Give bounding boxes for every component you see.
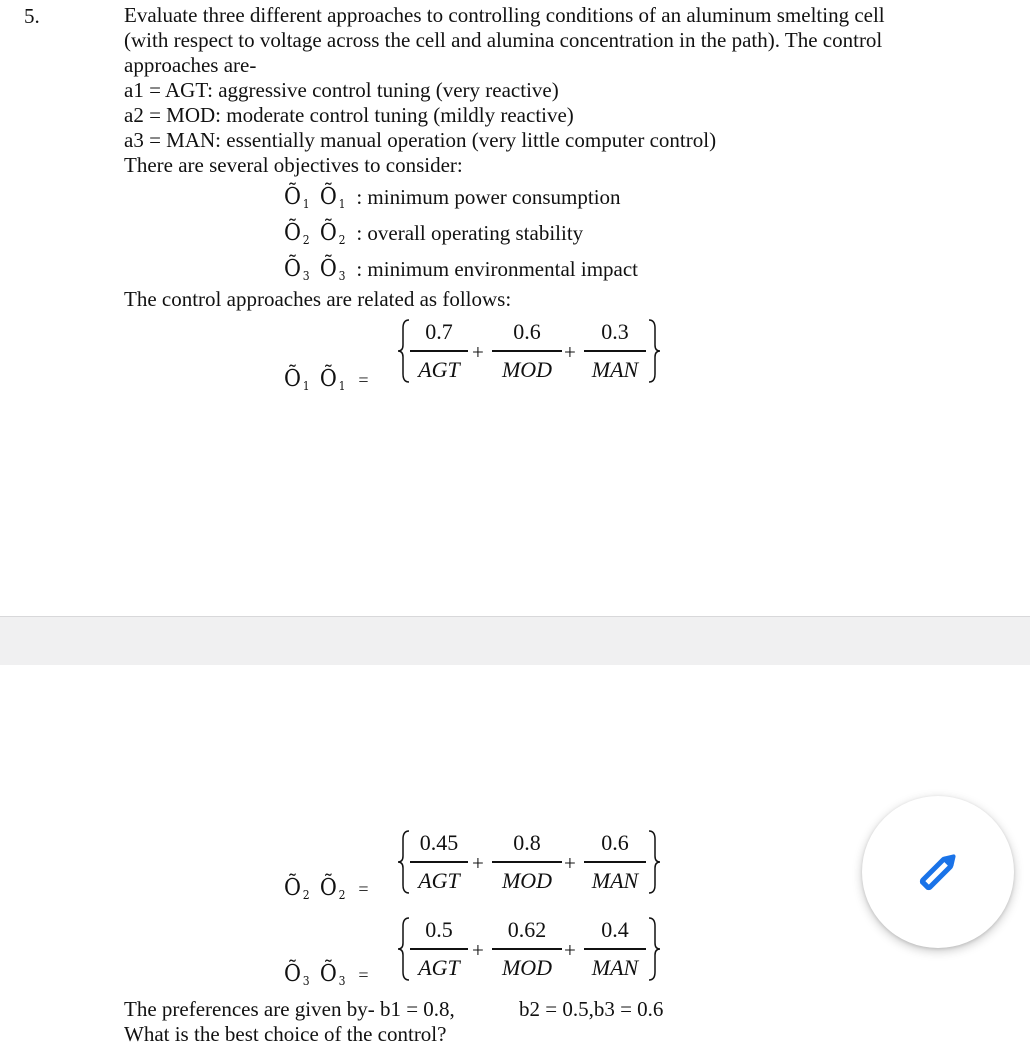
right-brace — [648, 916, 662, 982]
page-separator — [0, 616, 1030, 666]
objective-1 — [284, 184, 621, 211]
term-2-mod: 0.8 MOD — [492, 829, 562, 895]
fuzzy-set-1 — [396, 318, 666, 388]
objective-3-text: : minimum environmental impact — [356, 257, 639, 281]
objective-2-symbol: $Õ_2$ $Õ_2$ — [284, 220, 348, 247]
objective-1-symbol: $Õ_1$ $Õ_1$ — [284, 184, 348, 211]
right-brace — [648, 829, 662, 895]
edit-fab-button[interactable] — [862, 796, 1014, 948]
left-brace — [396, 318, 410, 384]
equation-2-lhs: $Õ_2$ $Õ_2$ = — [284, 875, 369, 902]
term-3-agt: 0.5 AGT — [410, 916, 468, 982]
plus-sign: + — [564, 851, 576, 875]
right-brace — [648, 318, 662, 384]
plus-sign: + — [564, 340, 576, 364]
plus-sign: + — [472, 851, 484, 875]
fuzzy-set-3 — [396, 916, 666, 986]
term-3-man: 0.4 MAN — [584, 916, 646, 982]
relation-intro: The control approaches are related as follows: — [124, 287, 512, 311]
term-2-agt: 0.45 AGT — [410, 829, 468, 895]
approach-a1: a1 = AGT: aggressive control tuning (very reactive) — [124, 78, 559, 102]
question-number: 5. — [24, 4, 40, 28]
left-brace — [396, 916, 410, 982]
intro-line-1: Evaluate three different approaches to controlling conditions of an aluminum smelting cell — [124, 3, 885, 27]
term-1-man: 0.3 MAN — [584, 318, 646, 384]
fuzzy-set-2 — [396, 829, 666, 899]
objective-3 — [284, 256, 638, 283]
pencil-icon — [910, 844, 966, 900]
preferences-left: The preferences are given by- b1 = 0.8, — [124, 997, 455, 1021]
objective-1-text: : minimum power consumption — [356, 185, 621, 209]
objective-3-symbol: $Õ_3$ $Õ_3$ — [284, 256, 348, 283]
intro-line-2: (with respect to voltage across the cell and alumina concentration in the path). The control — [124, 28, 883, 52]
final-question: What is the best choice of the control? — [124, 1022, 447, 1046]
approach-a2: a2 = MOD: moderate control tuning (mildly reactive) — [124, 103, 574, 127]
term-1-mod: 0.6 MOD — [492, 318, 562, 384]
preferences-right: b2 = 0.5,b3 = 0.6 — [519, 997, 664, 1021]
approach-a3: a3 = MAN: essentially manual operation (very little computer control) — [124, 128, 717, 152]
term-3-mod: 0.62 MOD — [492, 916, 562, 982]
plus-sign: + — [472, 938, 484, 962]
objective-2 — [284, 220, 583, 247]
term-1-agt: 0.7 AGT — [410, 318, 468, 384]
plus-sign: + — [472, 340, 484, 364]
intro-line-3: approaches are- — [124, 53, 257, 77]
left-brace — [396, 829, 410, 895]
term-2-man: 0.6 MAN — [584, 829, 646, 895]
objectives-intro: There are several objectives to consider: — [124, 153, 463, 177]
plus-sign: + — [564, 938, 576, 962]
equation-3-lhs: $Õ_3$ $Õ_3$ = — [284, 961, 369, 988]
objective-2-text: : overall operating stability — [356, 221, 584, 245]
equation-1-lhs: $Õ_1$ $Õ_1$ = — [284, 366, 369, 393]
